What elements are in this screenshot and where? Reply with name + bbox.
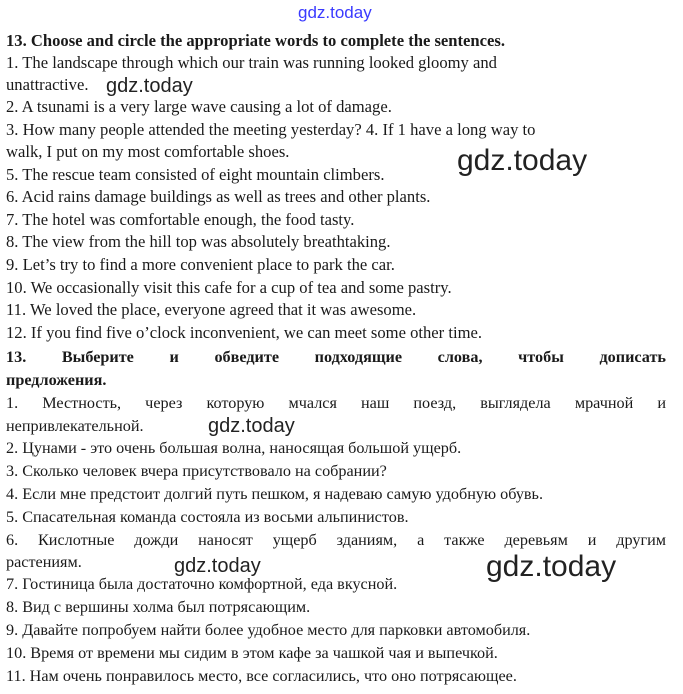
en-line-6: 5. The rescue team consisted of eight mountain climbers. — [6, 165, 385, 184]
en-line-13: 12. If you find five o’clock inconvenient, we can meet some other time. — [6, 323, 482, 342]
ru-line-12: 10. Время от времени мы сидим в этом кафе за чашкой чая и выпечкой. — [6, 644, 498, 662]
ru-line-6: 5. Спасательная команда состояла из восьми альпинистов. — [6, 508, 409, 526]
en-line-3: 2. A tsunami is a very large wave causing a lot of damage. — [6, 97, 392, 116]
en-line-1: 1. The landscape through which our train was running looked gloomy and — [6, 53, 497, 72]
en-line-5: walk, I put on my most comfortable shoes. — [6, 142, 290, 161]
ru-line-2: непривлекательной. — [6, 417, 144, 435]
ru-line-9: 7. Гостиница была достаточно комфортной, еда вкусной. — [6, 575, 398, 593]
ru-exercise-title-cont: предложения. — [6, 371, 107, 389]
watermark-top: gdz.today — [298, 3, 372, 22]
en-line-2: unattractive. — [6, 75, 89, 94]
watermark-1: gdz.today — [106, 75, 193, 97]
ru-line-11: 9. Давайте попробуем найти более удобное место для парковки автомобиля. — [6, 621, 531, 639]
en-line-9: 8. The view from the hill top was absolutely breathtaking. — [6, 232, 391, 251]
en-line-10: 9. Let’s try to find a more convenient place to park the car. — [6, 255, 395, 274]
ru-line-5: 4. Если мне предстоит долгий путь пешком, я надеваю самую удобную обувь. — [6, 485, 543, 503]
ru-line-10: 8. Вид с вершины холма был потрясающим. — [6, 598, 311, 616]
ru-line-3: 2. Цунами - это очень большая волна, наносящая большой ущерб. — [6, 439, 462, 457]
en-exercise-title: 13. Choose and circle the appropriate words to complete the sentences. — [6, 31, 505, 50]
ru-line-13: 11. Нам очень понравилось место, все согласились, что оно потрясающее. — [6, 667, 517, 685]
en-line-8: 7. The hotel was comfortable enough, the food tasty. — [6, 210, 355, 229]
watermark-5: gdz.today — [486, 550, 617, 583]
ru-line-7: 6. Кислотные дожди наносят ущерб зданиям, а также деревьям и другим — [6, 531, 666, 549]
watermark-3: gdz.today — [208, 415, 295, 437]
ru-exercise-title: 13. Выберите и обведите подходящие слова, чтобы дописать — [6, 348, 666, 366]
ru-line-1: 1. Местность, через которую мчался наш поезд, выглядела мрачной и — [6, 394, 666, 412]
en-line-12: 11. We loved the place, everyone agreed that it was awesome. — [6, 300, 417, 319]
watermark-4: gdz.today — [174, 555, 261, 577]
ru-line-4: 3. Сколько человек вчера присутствовало на собрании? — [6, 462, 387, 480]
en-line-7: 6. Acid rains damage buildings as well as trees and other plants. — [6, 187, 431, 206]
en-line-11: 10. We occasionally visit this cafe for a cup of tea and some pastry. — [6, 278, 452, 297]
en-line-4: 3. How many people attended the meeting yesterday? 4. If 1 have a long way to — [6, 120, 536, 139]
ru-line-8: растениям. — [6, 553, 82, 571]
watermark-2: gdz.today — [457, 144, 588, 177]
